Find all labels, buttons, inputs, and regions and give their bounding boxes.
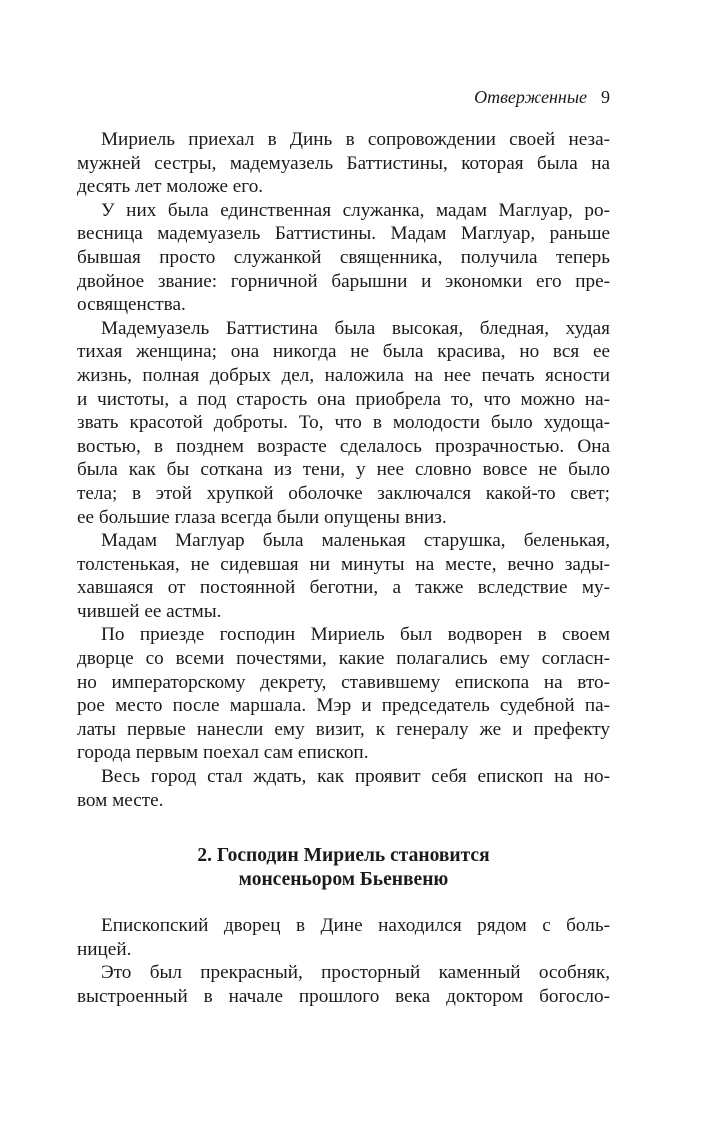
text-line: была как бы соткана из тени, у нее словно вовсе не было (77, 459, 610, 481)
text-line: рое место после маршала. Мэр и председатель судебной па- (77, 695, 610, 717)
text-line: освященства. (77, 294, 186, 316)
chapter-heading-line-2: монсеньором Бьенвеню (238, 869, 449, 891)
text-line: двойное звание: горничной барышни и экономки его пре- (77, 270, 610, 292)
paragraph (77, 128, 610, 199)
paragraph (77, 529, 610, 623)
paragraph (77, 961, 610, 1008)
text-line: тела; в этой хрупкой оболочке заключался какой-то свет; (77, 482, 610, 504)
text-line: Это был прекрасный, просторный каменный особняк, (101, 962, 610, 984)
text-line: бывшая просто служанкой священника, получила теперь (77, 246, 610, 268)
paragraph (77, 765, 610, 812)
running-header (77, 86, 610, 108)
paragraph (77, 317, 610, 529)
text-line: и чистоты, а под старость она приобрела то, что можно на- (77, 388, 610, 410)
book-title: Отверженные (474, 87, 587, 107)
text-line: По приезде господин Мириель был водворен в своем (101, 624, 610, 646)
book-page (77, 86, 610, 1009)
paragraph (77, 199, 610, 317)
text-line: чившей ее астмы. (77, 600, 222, 622)
text-line: звать красотой доброты. То, что в молодости было худоща- (77, 412, 610, 434)
body-text-before (77, 128, 610, 812)
paragraph (77, 914, 610, 961)
text-line: мужней сестры, мадемуазель Баттистины, которая была на (77, 152, 610, 174)
body-text-after (77, 914, 610, 1008)
text-line: У них была единственная служанка, мадам Маглуар, ро- (101, 199, 610, 221)
text-line: Мириель приехал в Динь в сопровождении своей неза- (101, 129, 610, 150)
text-line: города первым поехал сам епископ. (77, 742, 369, 764)
paragraph (77, 623, 610, 765)
text-line: хавшаяся от постоянной беготни, а также вследствие му- (77, 577, 610, 599)
text-line: латы первые нанесли ему визит, к генералу же и префекту (77, 718, 610, 740)
text-line: тихая женщина; она никогда не была красива, но вся ее (77, 341, 610, 363)
chapter-heading-line-1: 2. Господин Мириель становится (197, 845, 490, 867)
text-line: толстенькая, не сидевшая ни минуты на месте, вечно зады- (77, 553, 610, 575)
text-line: ницей. (77, 938, 132, 960)
text-line: весница мадемуазель Баттистины. Мадам Маглуар, раньше (77, 223, 610, 245)
text-line: вом месте. (77, 789, 164, 811)
text-line: выстроенный в начале прошлого века доктором богосло- (77, 986, 610, 1007)
text-line: ее большие глаза всегда были опущены вниз. (77, 506, 447, 528)
text-line: Мадемуазель Баттистина была высокая, бледная, худая (101, 317, 610, 339)
text-line: жизнь, полная добрых дел, наложила на нее печать ясности (77, 364, 610, 386)
text-line: Мадам Маглуар была маленькая старушка, беленькая, (101, 530, 610, 552)
text-line: но императорскому декрету, ставившему епископа на вто- (77, 671, 610, 693)
text-line: дворце со всеми почестями, какие полагались ему согласн- (77, 648, 610, 670)
text-line: востью, в позднем возрасте сделалось прозрачностью. Она (77, 435, 610, 457)
text-line: Епископский дворец в Дине находился рядом с боль- (101, 915, 610, 937)
text-line: Весь город стал ждать, как проявит себя епископ на но- (101, 766, 610, 788)
page-number: 9 (601, 87, 610, 107)
chapter-heading (77, 844, 610, 892)
text-line: десять лет моложе его. (77, 176, 264, 198)
